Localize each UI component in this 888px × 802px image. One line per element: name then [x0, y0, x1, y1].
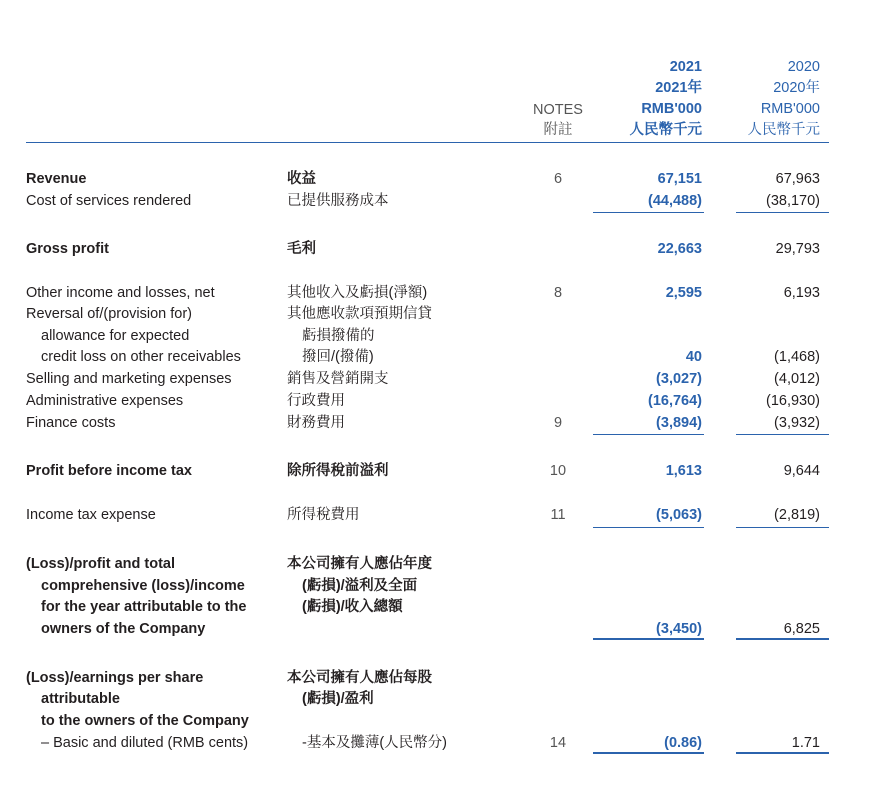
year-2021-header: 2021 — [669, 59, 702, 75]
notes-header-en: NOTES — [533, 102, 583, 118]
reversal-label-3: credit loss on other receivables — [41, 349, 241, 365]
pbt-label: Profit before income tax — [26, 463, 192, 479]
pbt-2021: 1,613 — [665, 463, 702, 479]
cost-services-label-zh: 已提供服務成本 — [287, 193, 389, 209]
header-rule — [26, 142, 829, 143]
cost-services-label: Cost of services rendered — [26, 193, 192, 209]
reversal-label-1: Reversal of/(provision for) — [26, 306, 192, 322]
reversal-label-zh-3: 撥回/(撥備) — [302, 349, 374, 365]
currency-2021-header: RMB'000 — [641, 101, 702, 117]
loss-total-label-zh-1: 本公司擁有人應佔年度 — [287, 556, 432, 572]
loss-total-label-zh-3: (虧損)/收入總額 — [302, 599, 403, 615]
subtotal-rule-2020 — [736, 527, 829, 528]
revenue-label-zh: 收益 — [287, 171, 316, 187]
year-2020-header-zh: 2020年 — [773, 80, 820, 96]
revenue-note: 6 — [553, 171, 563, 187]
eps-label-zh-2: (虧損)/盈利 — [302, 691, 374, 707]
eps-2020: 1.71 — [791, 735, 820, 751]
eps-label-zh-3: -基本及攤薄(人民幣分) — [302, 735, 447, 751]
reversal-label-zh-2: 虧損撥備的 — [302, 328, 375, 344]
tax-label: Income tax expense — [26, 507, 156, 523]
reversal-2021: 40 — [685, 349, 702, 365]
admin-label: Administrative expenses — [26, 393, 184, 409]
eps-2021: (0.86) — [664, 735, 702, 751]
reversal-label-2: allowance for expected — [41, 328, 190, 344]
pbt-2020: 9,644 — [783, 463, 820, 479]
finance-label-zh: 財務費用 — [287, 415, 345, 431]
subtotal-rule-2020 — [736, 434, 829, 435]
subtotal-rule-2021 — [593, 434, 704, 435]
notes-header-zh: 附註 — [543, 122, 573, 138]
eps-label-1: (Loss)/earnings per share — [26, 670, 204, 686]
selling-2021: (3,027) — [656, 371, 702, 387]
finance-note: 9 — [553, 415, 563, 431]
currency-2020-header: RMB'000 — [760, 101, 820, 117]
loss-total-label-1: (Loss)/profit and total — [26, 556, 176, 572]
tax-label-zh: 所得稅費用 — [287, 507, 360, 523]
other-income-2021: 2,595 — [665, 285, 702, 301]
selling-2020: (4,012) — [774, 371, 820, 387]
revenue-label: Revenue — [26, 171, 87, 187]
pbt-note: 10 — [549, 463, 567, 479]
eps-label-2: attributable — [41, 691, 120, 707]
revenue-2020: 67,963 — [775, 171, 820, 187]
admin-2020: (16,930) — [765, 393, 820, 409]
eps-label-3: to the owners of the Company — [41, 713, 249, 729]
total-rule-2020 — [736, 752, 829, 754]
eps-note: 14 — [549, 735, 567, 751]
loss-total-label-zh-2: (虧損)/溢利及全面 — [302, 578, 418, 594]
eps-label-zh-1: 本公司擁有人應佔每股 — [287, 670, 432, 686]
finance-2021: (3,894) — [656, 415, 702, 431]
subtotal-rule-2021 — [593, 212, 704, 213]
currency-2020-header-zh: 人民幣千元 — [747, 122, 820, 138]
other-income-note: 8 — [553, 285, 563, 301]
loss-total-label-2: comprehensive (loss)/income — [41, 578, 245, 594]
gross-profit-label-zh: 毛利 — [287, 241, 316, 257]
tax-note: 11 — [550, 507, 566, 523]
currency-2021-header-zh: 人民幣千元 — [629, 122, 702, 138]
finance-label: Finance costs — [26, 415, 116, 431]
cost-services-2020: (38,170) — [765, 193, 820, 209]
other-income-label: Other income and losses, net — [26, 285, 215, 301]
loss-total-2021: (3,450) — [656, 621, 702, 637]
other-income-2020: 6,193 — [783, 285, 820, 301]
tax-2021: (5,063) — [656, 507, 702, 523]
revenue-2021: 67,151 — [657, 171, 702, 187]
total-rule-2020 — [736, 638, 829, 640]
reversal-label-zh-1: 其他應收款項預期信貸 — [287, 306, 432, 322]
selling-label: Selling and marketing expenses — [26, 371, 232, 387]
other-income-label-zh: 其他收入及虧損(淨額) — [287, 285, 428, 301]
cost-services-2021: (44,488) — [647, 193, 702, 209]
total-rule-2021 — [593, 752, 704, 754]
tax-2020: (2,819) — [774, 507, 820, 523]
loss-total-2020: 6,825 — [783, 621, 820, 637]
subtotal-rule-2020 — [736, 212, 829, 213]
gross-profit-label: Gross profit — [26, 241, 109, 257]
admin-label-zh: 行政費用 — [287, 393, 345, 409]
pbt-label-zh: 除所得稅前溢利 — [287, 463, 389, 479]
admin-2021: (16,764) — [647, 393, 702, 409]
eps-label-4: – Basic and diluted (RMB cents) — [41, 735, 249, 751]
reversal-2020: (1,468) — [774, 349, 820, 365]
gross-profit-2020: 29,793 — [775, 241, 820, 257]
total-rule-2021 — [593, 638, 704, 640]
selling-label-zh: 銷售及營銷開支 — [287, 371, 389, 387]
year-2021-header-zh: 2021年 — [655, 80, 702, 96]
loss-total-label-4: owners of the Company — [41, 621, 206, 637]
loss-total-label-3: for the year attributable to the — [41, 599, 247, 615]
gross-profit-2021: 22,663 — [657, 241, 702, 257]
finance-2020: (3,932) — [774, 415, 820, 431]
year-2020-header: 2020 — [787, 59, 820, 75]
subtotal-rule-2021 — [593, 527, 704, 528]
